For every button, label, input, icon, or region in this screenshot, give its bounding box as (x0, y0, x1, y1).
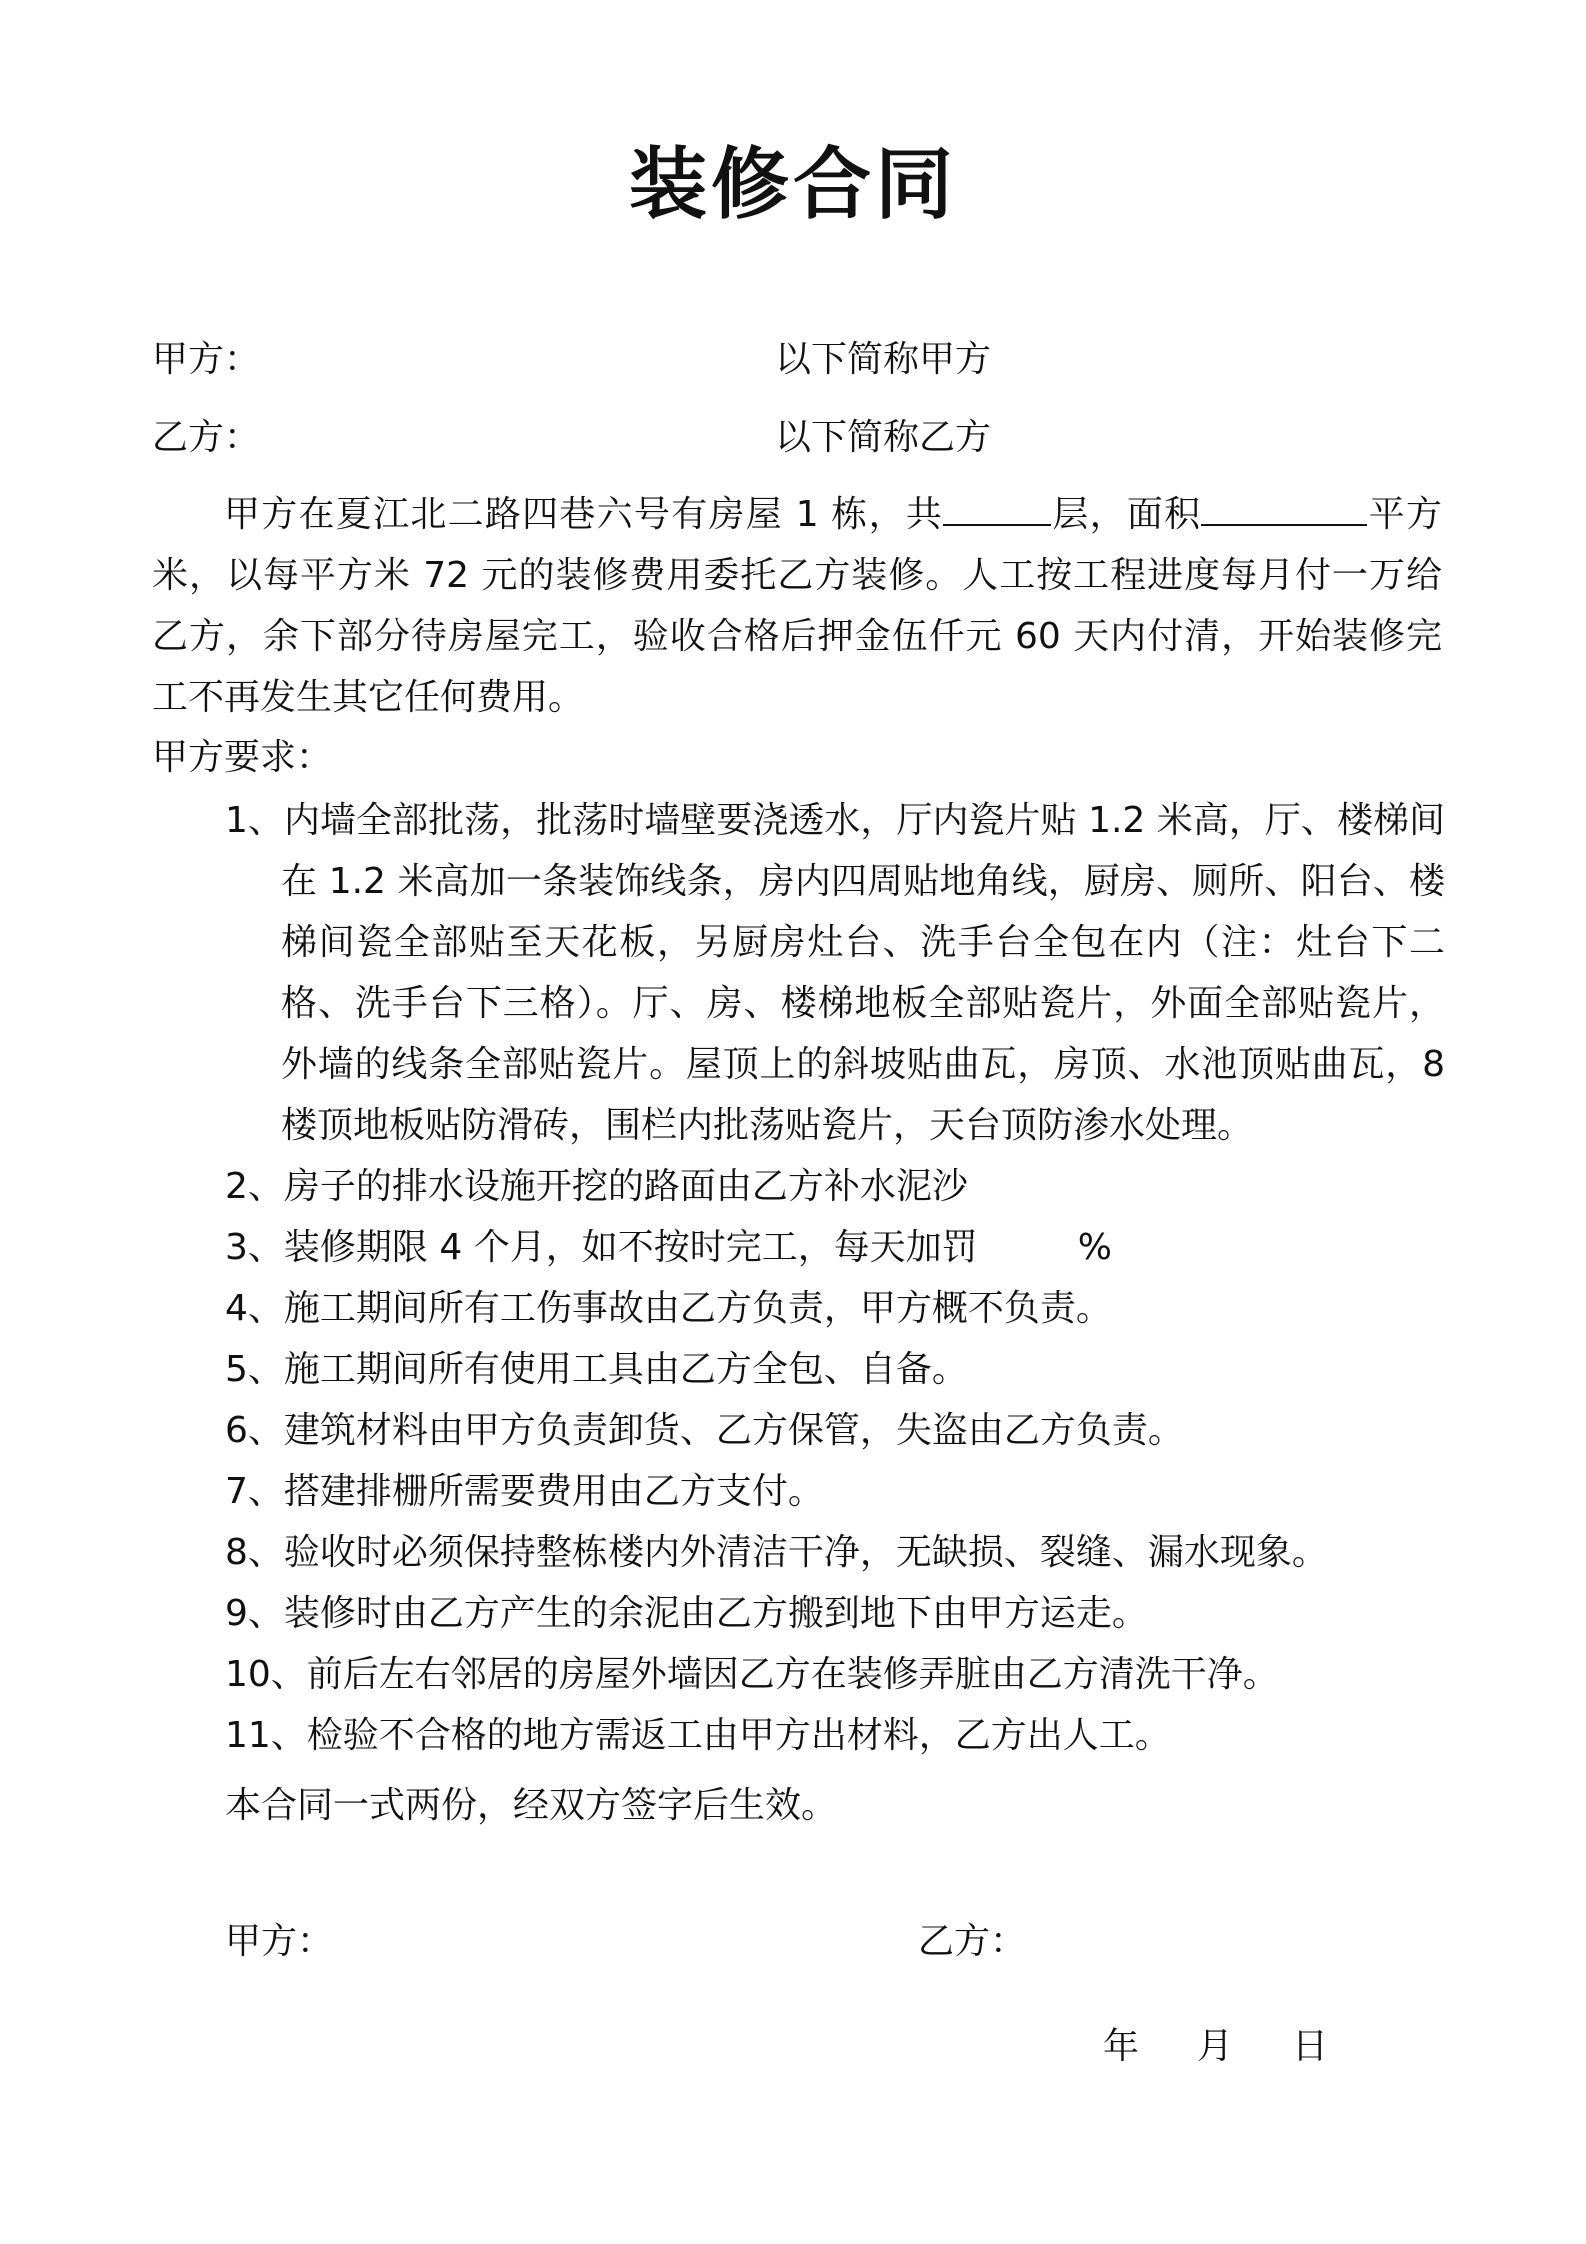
requirement-item: 11、检验不合格的地方需返工由甲方出材料，乙方出人工。 (225, 1715, 1171, 1756)
requirement-item (225, 1217, 1445, 1278)
requirements-list (225, 790, 1445, 1766)
requirement-item: 2、房子的排水设施开挖的路面由乙方补水泥沙 (225, 1166, 968, 1207)
party-a-note: 以下简称甲方 (775, 339, 992, 380)
intro-paragraph (152, 484, 1442, 728)
requirement-item: 4、施工期间所有工伤事故由乙方负责，甲方概不负责。 (225, 1288, 1112, 1329)
requirement-item: 8、验收时必须保持整栋楼内外清洁干净，无缺损、裂缝、漏水现象。 (225, 1532, 1328, 1573)
requirement-item: 9、装修时由乙方产生的余泥由乙方搬到地下由甲方运走。 (225, 1593, 1148, 1634)
requirement-item: 10、前后左右邻居的房屋外墙因乙方在装修弄脏由乙方清洗干净。 (225, 1654, 1279, 1695)
party-b-label: 乙方： (152, 417, 261, 458)
requirements-heading: 甲方要求： (152, 737, 333, 778)
date-day: 日 (1292, 2026, 1329, 2067)
closing-statement: 本合同一式两份，经双方签字后生效。 (225, 1785, 838, 1826)
penalty-unit: % (1077, 1227, 1112, 1268)
intro-part-3: 平方米，以每平方米 72 元的装修费用委托乙方装修。人工按工程进度每月付一万给乙方，余下部分待房屋完工，验收合格后押金伍仟元 60 天内付清，开始装修完工不再发生其它任何费用。 (152, 494, 1442, 718)
area-blank (1201, 486, 1367, 526)
party-a-label: 甲方： (152, 339, 261, 380)
requirement-item: 5、施工期间所有使用工具由乙方全包、自备。 (225, 1349, 968, 1390)
requirement-item: 6、建筑材料由甲方负责卸货、乙方保管，失盗由乙方负责。 (225, 1410, 1184, 1451)
date-year: 年 (1103, 2026, 1140, 2067)
requirement-item: 7、搭建排栅所需要费用由乙方支付。 (225, 1471, 824, 1512)
floors-blank (943, 486, 1051, 526)
intro-part-2: 层，面积 (1051, 494, 1202, 535)
signature-party-b: 乙方： (918, 1921, 1027, 1962)
penalty-blank (978, 1221, 1078, 1259)
requirement-text: 3、装修期限 4 个月，如不按时完工，每天加罚 (225, 1227, 978, 1268)
party-b-note: 以下简称乙方 (775, 417, 992, 458)
date-month: 月 (1197, 2026, 1234, 2067)
requirement-item: 1、内墙全部批荡，批荡时墙壁要浇透水，厅内瓷片贴 1.2 米高，厅、楼梯间在 1.2 米高加一条装饰线条，房内四周贴地角线，厨房、厕所、阳台、楼梯间瓷全部贴至天花板，另厨房灶台、洗手台全包在内（注：灶台下二格、洗手台下三格）。厅、房、楼梯地板全部贴瓷片，外面全部贴瓷片，外墙的线条全部贴瓷片。屋顶上的斜坡贴曲瓦，房顶、水池顶贴曲瓦，8 楼顶地板贴防滑砖，围栏内批荡贴瓷片，天台顶防渗水处理。 (225, 800, 1445, 1146)
document-title: 装修合同 (628, 140, 957, 230)
signature-party-a: 甲方： (225, 1921, 334, 1962)
intro-part-1: 甲方在夏江北二路四巷六号有房屋 1 栋，共 (224, 494, 944, 535)
